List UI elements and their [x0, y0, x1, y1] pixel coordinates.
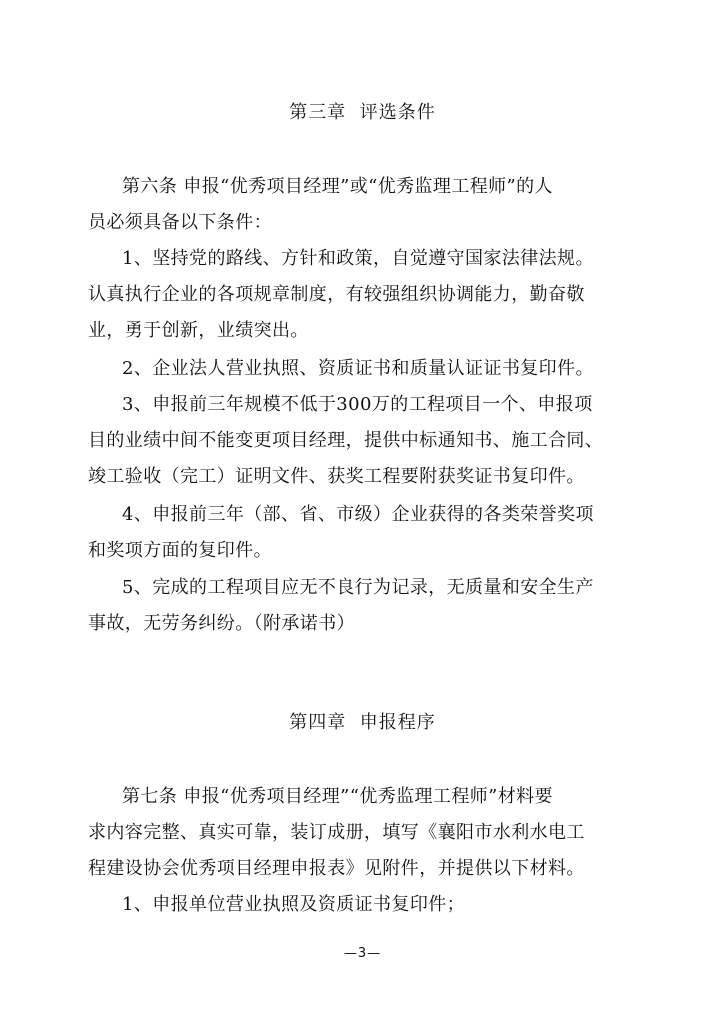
page-number: —3—	[343, 946, 382, 961]
paragraph-line: 4、申报前三年（部、省、市级）企业获得的各类荣誉奖项	[122, 504, 594, 525]
paragraph-line: 求内容完整、真实可靠，装订成册，填写《襄阳市水利水电工	[88, 822, 585, 843]
paragraph-line: 竣工验收（完工）证明文件、获奖工程要附获奖证书复印件。	[88, 466, 585, 487]
paragraph-line: 员必须具备以下条件：	[88, 212, 272, 233]
paragraph-line: 程建设协会优秀项目经理申报表》见附件，并提供以下材料。	[88, 858, 585, 879]
paragraph-line: 第六条 申报“优秀项目经理”或“优秀监理工程师”的人	[122, 176, 553, 197]
paragraph-line: 事故，无劳务纠纷。（附承诺书）	[88, 613, 355, 634]
paragraph-line: 3、申报前三年规模不低于300万的工程项目一个、申报项	[122, 394, 593, 415]
chapter-4-title: 第四章 申报程序	[289, 712, 436, 733]
paragraph-line: 业，勇于创新，业绩突出。	[88, 320, 309, 341]
paragraph-line: 认真执行企业的各项规章制度，有较强组织协调能力，勤奋敬	[88, 284, 585, 305]
paragraph-line: 5、完成的工程项目应无不良行为记录，无质量和安全生产	[122, 577, 594, 598]
paragraph-line: 和奖项方面的复印件。	[88, 540, 272, 561]
paragraph-line: 2、企业法人营业执照、资质证书和质量认证证书复印件。	[122, 358, 594, 379]
paragraph-line: 1、申报单位营业执照及资质证书复印件；	[122, 894, 466, 915]
chapter-3-title: 第三章 评选条件	[289, 102, 436, 123]
paragraph-line: 1、坚持党的路线、方针和政策，自觉遵守国家法律法规。	[122, 248, 594, 269]
paragraph-line: 第七条 申报“优秀项目经理”“优秀监理工程师”材料要	[122, 786, 553, 807]
paragraph-line: 目的业绩中间不能变更项目经理，提供中标通知书、施工合同、	[88, 430, 604, 451]
